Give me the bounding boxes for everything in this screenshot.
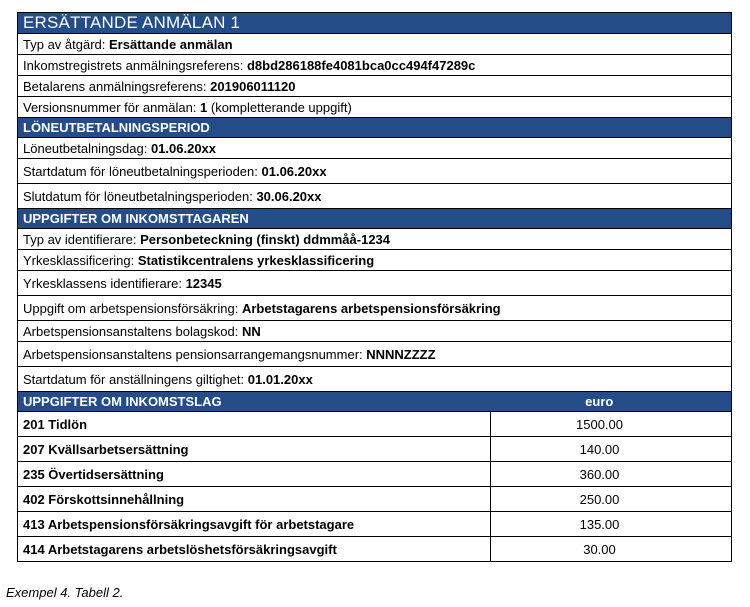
field-label: Versionsnummer för anmälan:: [23, 99, 201, 115]
notification-row: [18, 34, 732, 55]
notification-row: [18, 97, 732, 118]
income-amount: 250.00: [491, 487, 732, 512]
field-label: Startdatum för anställningens giltighet:: [23, 371, 248, 387]
income-type: 402 Förskottsinnehållning: [18, 487, 491, 512]
currency-header: euro: [491, 392, 732, 412]
income-type: 235 Övertidsersättning: [18, 462, 491, 487]
field-value: 12345: [185, 275, 222, 291]
income-amount: 135.00: [491, 512, 732, 537]
field-label: Uppgift om arbetspensionsförsäkring:: [23, 300, 242, 316]
field-value: 1: [200, 99, 208, 115]
field-label: Yrkesklassens identifierare:: [23, 275, 186, 291]
field-value: 30.06.20xx: [256, 188, 322, 204]
pay-period-row: [18, 138, 732, 159]
income-type-row: [18, 412, 732, 437]
income-type-row: [18, 512, 732, 537]
field-label: Arbetspensionsanstaltens pensionsarrangemangsnummer:: [23, 346, 367, 362]
field-label: Typ av åtgärd:: [23, 36, 109, 52]
field-value: Statistikcentralens yrkesklassificering: [137, 252, 375, 268]
field-value: 01.01.20xx: [247, 371, 313, 387]
field-value: 01.06.20xx: [150, 140, 217, 156]
income-earner-row: [18, 229, 732, 250]
section-title-income-earner: UPPGIFTER OM INKOMSTTAGAREN: [18, 209, 732, 229]
field-label: Yrkesklassificering:: [23, 252, 138, 268]
field-label: Arbetspensionsanstaltens bolagskod:: [23, 323, 242, 339]
income-earner-row: [18, 296, 732, 321]
income-type-row: [18, 537, 732, 562]
section-header: [18, 392, 732, 412]
field-label: Startdatum för löneutbetalningsperioden:: [23, 163, 262, 179]
field-value: Ersättande anmälan: [109, 36, 233, 52]
pay-period-row: [18, 184, 732, 209]
income-earner-row: [18, 367, 732, 392]
notification-row: [18, 55, 732, 76]
income-type-row: [18, 462, 732, 487]
field-value: 01.06.20xx: [261, 163, 327, 179]
section-header: [18, 209, 732, 229]
income-amount: 360.00: [491, 462, 732, 487]
section-title-income-types: UPPGIFTER OM INKOMSTSLAG: [18, 392, 491, 412]
field-value: 201906011120: [210, 78, 296, 94]
income-earner-row: [18, 342, 732, 367]
field-value: Arbetstagarens arbetspensionsförsäkring: [241, 300, 501, 316]
field-label: Inkomstregistrets anmälningsreferens:: [23, 57, 247, 73]
section-title-pay-period: LÖNEUTBETALNINGSPERIOD: [18, 118, 732, 138]
table-caption: Exempel 4. Tabell 2.: [6, 585, 124, 600]
section-header: [18, 118, 732, 138]
income-type-row: [18, 487, 732, 512]
pay-period-row: [18, 159, 732, 184]
income-amount: 1500.00: [491, 412, 732, 437]
field-label: Slutdatum för löneutbetalningsperioden:: [23, 188, 257, 204]
income-type: 414 Arbetstagarens arbetslöshetsförsäkringsavgift: [18, 537, 491, 562]
field-label: Löneutbetalningsdag:: [23, 140, 151, 156]
notification-row: [18, 76, 732, 97]
report-title: ERSÄTTANDE ANMÄLAN 1: [18, 13, 732, 34]
field-label: Typ av identifierare:: [23, 231, 141, 247]
income-earner-row: [18, 321, 732, 342]
report-table: [17, 12, 732, 562]
report-document: [17, 12, 731, 562]
income-type: 413 Arbetspensionsförsäkringsavgift för arbetstagare: [18, 512, 491, 537]
field-value: NN: [241, 323, 261, 339]
income-type-row: [18, 437, 732, 462]
income-type: 201 Tidlön: [18, 412, 491, 437]
field-value: d8bd286188fe4081bca0cc494f47289c: [246, 57, 476, 73]
income-type: 207 Kvällsarbetsersättning: [18, 437, 491, 462]
field-label: Betalarens anmälningsreferens:: [23, 78, 211, 94]
income-amount: 140.00: [491, 437, 732, 462]
field-value: Personbeteckning (finskt) ddmmåå-1234: [140, 231, 391, 247]
field-value: NNNNZZZZ: [366, 346, 436, 362]
income-amount: 30.00: [491, 537, 732, 562]
income-earner-row: [18, 271, 732, 296]
title-row: [18, 13, 732, 34]
field-suffix: (kompletterande uppgift): [207, 99, 352, 115]
income-earner-row: [18, 250, 732, 271]
